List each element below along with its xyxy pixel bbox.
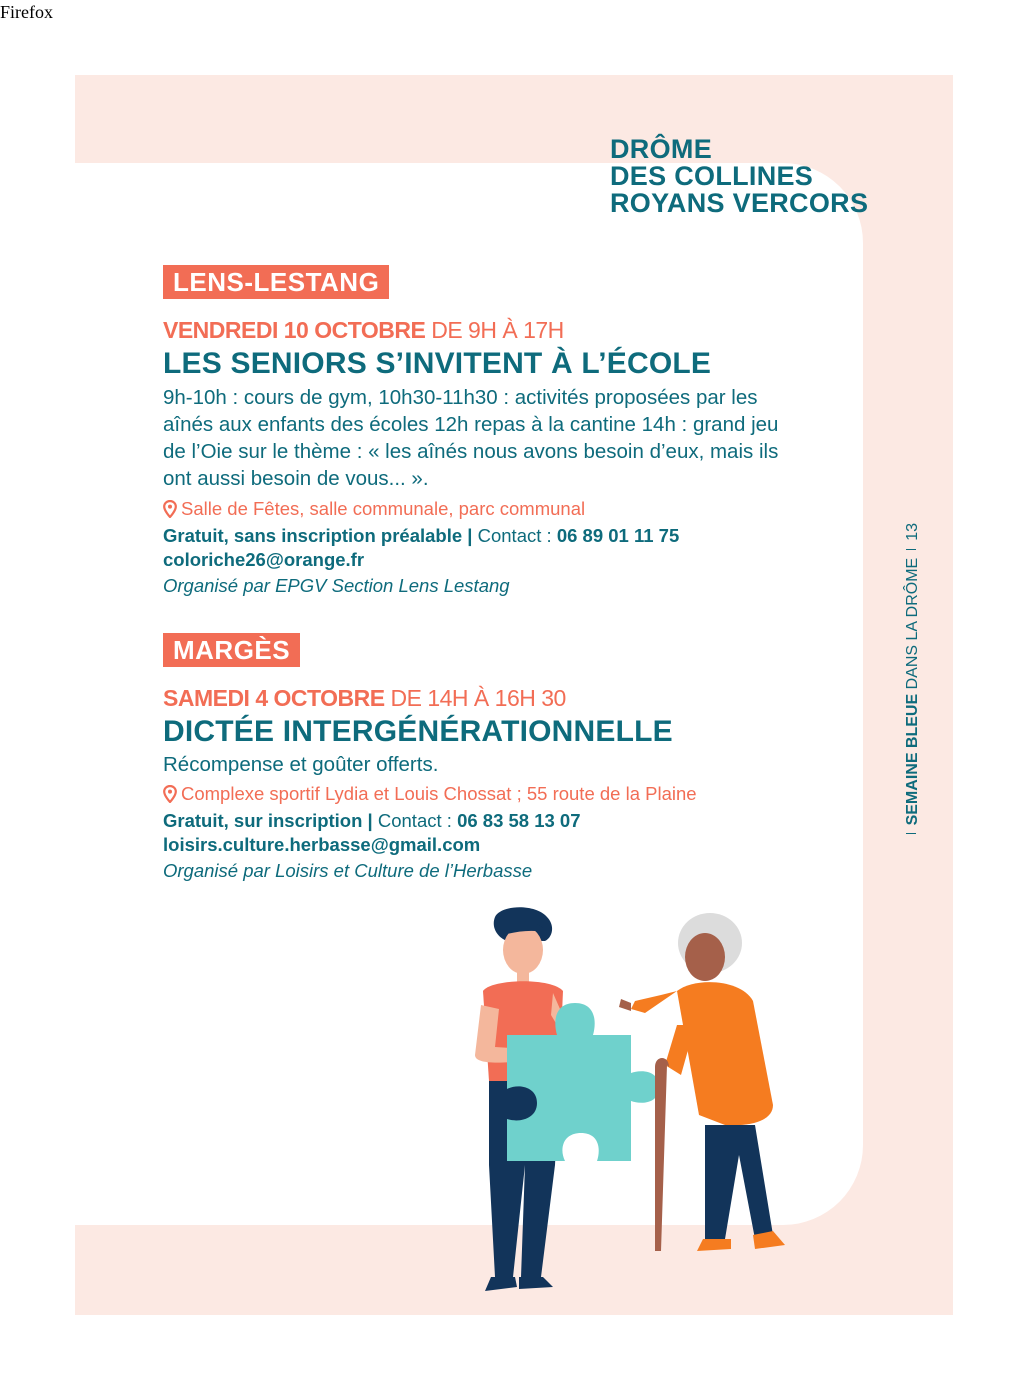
- region-line-1: DRÔME: [610, 134, 712, 164]
- divider: [906, 833, 916, 834]
- event-date-day: SAMEDI 4 OCTOBRE: [163, 685, 385, 711]
- divider: [906, 549, 916, 550]
- event-contact-terms: Gratuit, sans inscription préalable |: [163, 525, 473, 546]
- town-tag-marges: MARGÈS: [163, 633, 300, 667]
- event-title: DICTÉE INTERGÉNÉRATIONNELLE: [163, 715, 673, 748]
- event-date: [163, 685, 566, 712]
- brochure-page: [75, 75, 953, 1315]
- event-location-text: Salle de Fêtes, salle communale, parc communal: [181, 498, 586, 519]
- event-phone: 06 83 58 13 07: [457, 810, 581, 831]
- event-phone: 06 89 01 11 75: [556, 525, 680, 546]
- puzzle-illustration: [455, 905, 815, 1305]
- event-location: [163, 783, 697, 805]
- region-line-2: DES COLLINES: [610, 161, 814, 191]
- browser-title: Firefox: [0, 2, 53, 22]
- side-label-rest: DANS LA DRÔME: [904, 557, 921, 694]
- event-date-time: DE 14H À 16H 30: [384, 685, 566, 711]
- side-label-bold: SEMAINE BLEUE: [904, 693, 921, 826]
- event-email[interactable]: [163, 548, 364, 572]
- event-date-day: VENDREDI 10 OCTOBRE: [163, 317, 426, 343]
- event-date-time: DE 9H À 17H: [425, 317, 564, 343]
- event-description: Récompense et goûter offerts.: [163, 753, 439, 776]
- event-date: [163, 317, 564, 344]
- event-email-text[interactable]: coloriche26@orange.fr: [163, 549, 365, 570]
- event-organizer: Organisé par EPGV Section Lens Lestang: [163, 575, 510, 596]
- event-location-text: Complexe sportif Lydia et Louis Chossat ; 55 route de la Plaine: [181, 783, 697, 804]
- event-title: LES SENIORS S’INVITENT À L’ÉCOLE: [163, 347, 712, 380]
- region-title: [610, 136, 868, 217]
- event-contact-label: Contact :: [372, 810, 458, 831]
- event-contact: [163, 524, 679, 548]
- event-contact-label: Contact :: [472, 525, 557, 546]
- location-pin-icon: [163, 500, 177, 518]
- event-organizer: Organisé par Loisirs et Culture de l’Herbasse: [163, 860, 533, 881]
- event-description: 9h-10h : cours de gym, 10h30-11h30 : activités proposées par les aînés aux enfants des écoles 12h repas à la cantine 14h : grand jeu de l’Oie sur le thème : « les aînés nous avons besoin d’eux, mais ils ont aussi besoin de vous... ».: [163, 386, 779, 490]
- event-contact: [163, 809, 581, 833]
- page-number: 13: [904, 523, 921, 541]
- location-pin-icon: [163, 785, 177, 803]
- event-email[interactable]: [163, 833, 480, 857]
- event-email-text[interactable]: loisirs.culture.herbasse@gmail.com: [163, 834, 481, 855]
- region-line-3: ROYANS VERCORS: [610, 188, 869, 218]
- event-location: [163, 498, 585, 520]
- side-label: [901, 523, 925, 863]
- town-tag-lens-lestang: LENS-LESTANG: [163, 265, 389, 299]
- side-label-text: [901, 523, 925, 863]
- event-contact-terms: Gratuit, sur inscription |: [163, 810, 373, 831]
